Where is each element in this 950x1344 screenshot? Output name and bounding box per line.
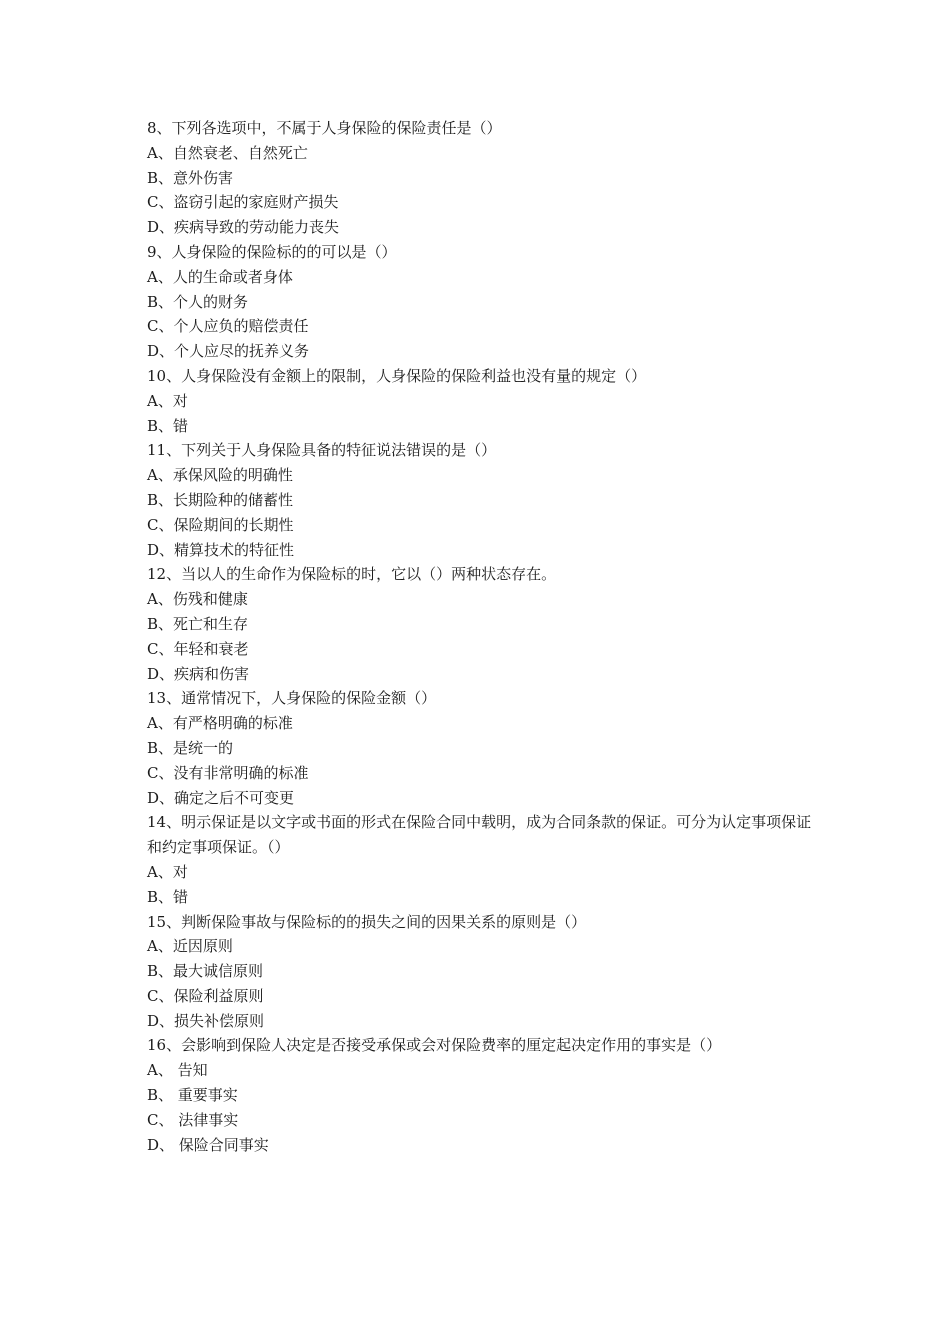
option-a: A、对: [147, 862, 188, 881]
question-text: 8、下列各选项中，不属于人身保险的保险责任是（）: [147, 119, 502, 137]
question-text: 14、明示保证是以文字或书面的形式在保险合同中载明，成为合同条款的保证。可分为认定事项保证和约定事项保证。（）: [147, 813, 812, 857]
question-text: 16、会影响到保险人决定是否接受承保或会对保险费率的厘定起决定作用的事实是（）: [147, 1036, 722, 1055]
option-a: A、人的生命或者身体: [147, 267, 293, 286]
option-d: D、损失补偿原则: [147, 1011, 265, 1030]
question-16: [147, 1033, 815, 1157]
option-a: A、对: [147, 391, 188, 410]
option-b: B、 重要事实: [147, 1086, 238, 1105]
question-text: 11、下列关于人身保险具备的特征说法错误的是（）: [147, 441, 497, 460]
option-a: A、有严格明确的标准: [147, 714, 293, 733]
option-c: C、 法律事实: [147, 1110, 239, 1129]
option-d: D、 保险合同事实: [147, 1135, 269, 1154]
option-a: A、伤残和健康: [147, 590, 248, 609]
question-text: 15、判断保险事故与保险标的的损失之间的因果关系的原则是（）: [147, 912, 587, 931]
option-b: B、错: [147, 887, 189, 906]
question-10: [147, 364, 815, 438]
option-b: B、长期险种的储蓄性: [147, 490, 294, 509]
document-page: [147, 116, 815, 1157]
question-8: [147, 116, 815, 240]
option-a: A、近因原则: [147, 937, 233, 956]
question-text: 10、人身保险没有金额上的限制，人身保险的保险利益也没有量的规定（）: [147, 366, 647, 385]
question-13: [147, 686, 815, 810]
question-text: 13、通常情况下，人身保险的保险金额（）: [147, 689, 437, 708]
option-b: B、个人的财务: [147, 292, 249, 311]
option-c: C、年轻和衰老: [147, 639, 249, 658]
option-d: D、疾病导致的劳动能力丧失: [147, 218, 340, 237]
option-a: A、 告知: [147, 1061, 208, 1080]
option-b: B、是统一的: [147, 738, 234, 757]
option-b: B、意外伤害: [147, 168, 234, 187]
option-d: D、疾病和伤害: [147, 664, 250, 683]
option-c: C、保险利益原则: [147, 986, 264, 1005]
question-12: [147, 562, 815, 686]
option-a: A、自然衰老、自然死亡: [147, 143, 308, 162]
question-11: [147, 438, 815, 562]
question-14: [147, 810, 815, 909]
option-a: A、承保风险的明确性: [147, 466, 293, 485]
option-d: D、个人应尽的抚养义务: [147, 342, 310, 361]
option-c: C、个人应负的赔偿责任: [147, 317, 309, 336]
option-c: C、保险期间的长期性: [147, 515, 294, 534]
question-text: 12、当以人的生命作为保险标的时，它以（）两种状态存在。: [147, 565, 557, 584]
question-text: 9、人身保险的保险标的的可以是（）: [147, 242, 397, 261]
option-d: D、精算技术的特征性: [147, 540, 295, 559]
option-b: B、死亡和生存: [147, 614, 249, 633]
option-b: B、最大诚信原则: [147, 962, 264, 981]
option-c: C、没有非常明确的标准: [147, 763, 309, 782]
option-b: B、错: [147, 416, 189, 435]
question-9: [147, 240, 815, 364]
option-c: C、盗窃引起的家庭财产损失: [147, 193, 339, 212]
question-15: [147, 910, 815, 1034]
option-d: D、确定之后不可变更: [147, 788, 295, 807]
